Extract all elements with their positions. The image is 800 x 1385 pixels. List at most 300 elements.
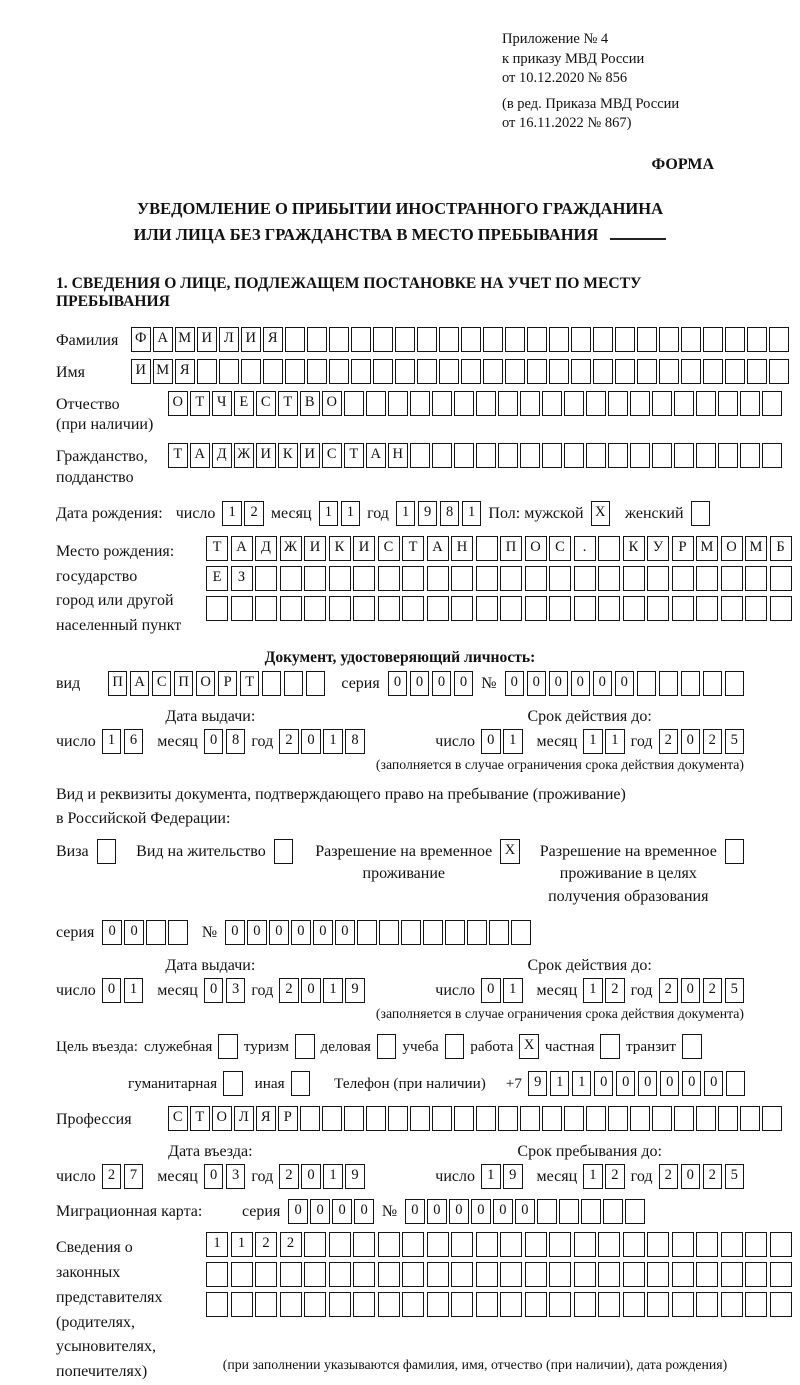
char-cell[interactable] [769,327,789,352]
char-cell[interactable]: 2 [279,1164,299,1189]
char-cell[interactable] [285,327,305,352]
char-cell[interactable] [284,671,304,696]
char-cell[interactable]: 1 [396,501,416,526]
char-cell[interactable]: Я [175,359,195,384]
char-cell[interactable] [525,1262,547,1287]
char-cell[interactable]: Т [190,391,210,416]
char-cell[interactable] [703,671,723,696]
char-cell[interactable] [721,1292,743,1317]
char-cell[interactable]: 1 [323,729,343,754]
char-cell[interactable]: 1 [503,978,523,1003]
char-cell[interactable] [439,359,459,384]
char-cell[interactable] [525,596,547,621]
char-cell[interactable] [206,596,228,621]
char-cell[interactable]: 0 [660,1071,680,1096]
char-cell[interactable] [696,1262,718,1287]
char-cell[interactable] [574,1232,596,1257]
char-cell[interactable] [623,1292,645,1317]
char-cell[interactable] [329,596,351,621]
char-cell[interactable] [378,1262,400,1287]
char-cell[interactable] [378,1232,400,1257]
char-cell[interactable] [586,1106,606,1131]
char-cell[interactable]: 2 [703,729,723,754]
char-cell[interactable]: 9 [345,978,365,1003]
char-cell[interactable] [559,1199,579,1224]
char-cell[interactable] [307,327,327,352]
char-cell[interactable]: 2 [244,501,264,526]
char-cell[interactable]: 1 [583,1164,603,1189]
char-cell[interactable]: С [549,536,571,561]
char-cell[interactable] [527,327,547,352]
char-cell[interactable] [520,443,540,468]
char-cell[interactable]: С [378,536,400,561]
char-cell[interactable]: 1 [102,729,122,754]
char-cell[interactable] [427,1232,449,1257]
sex-male-checkbox[interactable] [591,501,611,526]
char-cell[interactable]: 0 [549,671,569,696]
char-cell[interactable]: С [322,443,342,468]
char-cell[interactable] [681,671,701,696]
char-cell[interactable] [168,920,188,945]
char-cell[interactable] [476,391,496,416]
char-cell[interactable] [770,1232,792,1257]
char-cell[interactable] [721,1232,743,1257]
char-cell[interactable]: 2 [703,978,723,1003]
char-cell[interactable] [564,391,584,416]
char-cell[interactable]: 6 [124,729,144,754]
char-cell[interactable]: 9 [503,1164,523,1189]
char-cell[interactable] [725,839,745,864]
char-cell[interactable] [263,359,283,384]
char-cell[interactable]: С [152,671,172,696]
char-cell[interactable] [255,566,277,591]
char-cell[interactable]: С [256,391,276,416]
char-cell[interactable]: 5 [725,978,745,1003]
char-cell[interactable]: 1 [503,729,523,754]
char-cell[interactable] [329,1232,351,1257]
char-cell[interactable] [97,839,117,864]
char-cell[interactable] [721,1262,743,1287]
char-cell[interactable]: 0 [681,978,701,1003]
char-cell[interactable] [498,391,518,416]
char-cell[interactable] [745,1232,767,1257]
char-cell[interactable] [659,671,679,696]
char-cell[interactable]: А [427,536,449,561]
char-cell[interactable]: Л [219,327,239,352]
char-cell[interactable] [344,391,364,416]
char-cell[interactable] [703,327,723,352]
char-cell[interactable] [476,1262,498,1287]
char-cell[interactable] [353,1262,375,1287]
char-cell[interactable]: 0 [527,671,547,696]
char-cell[interactable] [500,566,522,591]
char-cell[interactable] [357,920,377,945]
char-cell[interactable] [483,327,503,352]
char-cell[interactable] [300,1106,320,1131]
char-cell[interactable]: М [153,359,173,384]
char-cell[interactable]: Б [770,536,792,561]
char-cell[interactable] [483,359,503,384]
char-cell[interactable] [549,1232,571,1257]
char-cell[interactable] [696,566,718,591]
char-cell[interactable] [329,327,349,352]
char-cell[interactable] [304,1232,326,1257]
char-cell[interactable]: 0 [427,1199,447,1224]
char-cell[interactable] [598,536,620,561]
char-cell[interactable] [500,1232,522,1257]
char-cell[interactable] [623,1232,645,1257]
char-cell[interactable] [608,391,628,416]
char-cell[interactable] [231,1262,253,1287]
char-cell[interactable] [615,327,635,352]
char-cell[interactable] [598,566,620,591]
char-cell[interactable] [630,443,650,468]
char-cell[interactable] [762,443,782,468]
char-cell[interactable] [520,391,540,416]
char-cell[interactable]: Д [212,443,232,468]
char-cell[interactable] [366,1106,386,1131]
char-cell[interactable]: В [300,391,320,416]
char-cell[interactable]: М [696,536,718,561]
char-cell[interactable]: А [130,671,150,696]
char-cell[interactable] [351,359,371,384]
char-cell[interactable]: К [329,536,351,561]
char-cell[interactable] [647,1292,669,1317]
char-cell[interactable] [598,1262,620,1287]
char-cell[interactable]: 9 [528,1071,548,1096]
char-cell[interactable] [581,1199,601,1224]
char-cell[interactable] [451,1232,473,1257]
char-cell[interactable] [378,596,400,621]
char-cell[interactable] [322,1106,342,1131]
char-cell[interactable] [674,443,694,468]
char-cell[interactable]: 0 [388,671,408,696]
char-cell[interactable]: 1 [550,1071,570,1096]
char-cell[interactable]: 0 [225,920,245,945]
char-cell[interactable]: А [190,443,210,468]
char-cell[interactable] [630,391,650,416]
char-cell[interactable]: 0 [571,671,591,696]
char-cell[interactable] [615,359,635,384]
char-cell[interactable]: 2 [102,1164,122,1189]
char-cell[interactable]: И [300,443,320,468]
char-cell[interactable] [586,391,606,416]
char-cell[interactable] [401,920,421,945]
char-cell[interactable]: 0 [704,1071,724,1096]
char-cell[interactable] [745,1262,767,1287]
char-cell[interactable] [672,1292,694,1317]
char-cell[interactable] [659,327,679,352]
char-cell[interactable] [329,1292,351,1317]
purpose-other-checkbox[interactable] [291,1071,311,1096]
char-cell[interactable] [725,327,745,352]
char-cell[interactable]: 1 [323,1164,343,1189]
char-cell[interactable]: 1 [319,501,339,526]
char-cell[interactable]: 7 [124,1164,144,1189]
char-cell[interactable] [197,359,217,384]
purpose-humanitarian-checkbox[interactable] [223,1071,243,1096]
char-cell[interactable] [598,596,620,621]
char-cell[interactable] [598,1232,620,1257]
char-cell[interactable] [718,1106,738,1131]
char-cell[interactable]: О [168,391,188,416]
char-cell[interactable] [623,596,645,621]
char-cell[interactable] [454,443,474,468]
char-cell[interactable] [280,566,302,591]
char-cell[interactable] [410,1106,430,1131]
char-cell[interactable] [231,596,253,621]
char-cell[interactable]: 0 [432,671,452,696]
char-cell[interactable] [745,1292,767,1317]
char-cell[interactable]: 1 [481,1164,501,1189]
char-cell[interactable]: 0 [638,1071,658,1096]
char-cell[interactable] [525,1232,547,1257]
char-cell[interactable] [571,359,591,384]
char-cell[interactable] [395,359,415,384]
char-cell[interactable] [451,1262,473,1287]
char-cell[interactable] [603,1199,623,1224]
char-cell[interactable]: 2 [255,1232,277,1257]
char-cell[interactable] [696,1106,716,1131]
char-cell[interactable] [304,566,326,591]
char-cell[interactable] [593,359,613,384]
char-cell[interactable]: И [304,536,326,561]
char-cell[interactable]: У [647,536,669,561]
char-cell[interactable] [427,566,449,591]
char-cell[interactable]: А [153,327,173,352]
char-cell[interactable] [672,596,694,621]
char-cell[interactable] [647,1262,669,1287]
char-cell[interactable] [745,596,767,621]
char-cell[interactable] [542,443,562,468]
char-cell[interactable] [682,1034,702,1059]
char-cell[interactable] [637,327,657,352]
char-cell[interactable]: И [256,443,276,468]
char-cell[interactable] [549,596,571,621]
char-cell[interactable] [498,1106,518,1131]
char-cell[interactable]: 0 [449,1199,469,1224]
char-cell[interactable] [574,566,596,591]
char-cell[interactable]: 0 [354,1199,374,1224]
char-cell[interactable] [770,1292,792,1317]
char-cell[interactable]: 0 [594,1071,614,1096]
char-cell[interactable] [344,1106,364,1131]
char-cell[interactable] [439,327,459,352]
char-cell[interactable]: 0 [481,978,501,1003]
char-cell[interactable] [304,1262,326,1287]
char-cell[interactable] [696,596,718,621]
char-cell[interactable] [674,391,694,416]
char-cell[interactable]: 1 [583,978,603,1003]
char-cell[interactable] [549,1292,571,1317]
char-cell[interactable]: 9 [418,501,438,526]
char-cell[interactable]: 1 [124,978,144,1003]
char-cell[interactable] [395,327,415,352]
char-cell[interactable]: И [197,327,217,352]
char-cell[interactable]: 0 [204,978,224,1003]
char-cell[interactable] [637,671,657,696]
char-cell[interactable] [549,1262,571,1287]
char-cell[interactable] [461,359,481,384]
char-cell[interactable] [454,1106,474,1131]
char-cell[interactable]: Т [240,671,260,696]
char-cell[interactable]: П [174,671,194,696]
char-cell[interactable] [500,1292,522,1317]
char-cell[interactable]: Е [206,566,228,591]
char-cell[interactable]: 0 [247,920,267,945]
char-cell[interactable]: 2 [605,978,625,1003]
purpose-private-checkbox[interactable] [600,1034,620,1059]
char-cell[interactable]: П [500,536,522,561]
char-cell[interactable]: 0 [681,1164,701,1189]
char-cell[interactable] [329,1262,351,1287]
char-cell[interactable] [647,566,669,591]
char-cell[interactable] [417,359,437,384]
char-cell[interactable] [652,443,672,468]
char-cell[interactable] [402,566,424,591]
char-cell[interactable] [500,596,522,621]
char-cell[interactable] [402,1232,424,1257]
char-cell[interactable] [353,1232,375,1257]
char-cell[interactable]: А [366,443,386,468]
char-cell[interactable]: Я [256,1106,276,1131]
char-cell[interactable] [725,359,745,384]
char-cell[interactable]: X [500,839,520,864]
char-cell[interactable] [574,1292,596,1317]
char-cell[interactable] [647,596,669,621]
char-cell[interactable]: К [278,443,298,468]
char-cell[interactable]: 5 [725,1164,745,1189]
char-cell[interactable]: 0 [405,1199,425,1224]
char-cell[interactable]: Р [278,1106,298,1131]
char-cell[interactable] [304,1292,326,1317]
char-cell[interactable] [498,443,518,468]
char-cell[interactable] [467,920,487,945]
char-cell[interactable]: . [574,536,596,561]
char-cell[interactable] [255,1262,277,1287]
char-cell[interactable] [427,596,449,621]
char-cell[interactable]: 0 [481,729,501,754]
char-cell[interactable] [402,1292,424,1317]
char-cell[interactable] [647,1232,669,1257]
char-cell[interactable] [476,1106,496,1131]
char-cell[interactable] [770,566,792,591]
char-cell[interactable] [353,566,375,591]
char-cell[interactable] [745,566,767,591]
char-cell[interactable]: 9 [345,1164,365,1189]
char-cell[interactable]: Ж [234,443,254,468]
char-cell[interactable]: Т [168,443,188,468]
char-cell[interactable] [770,1262,792,1287]
char-cell[interactable] [527,359,547,384]
char-cell[interactable]: 0 [493,1199,513,1224]
char-cell[interactable] [625,1199,645,1224]
char-cell[interactable] [274,839,294,864]
char-cell[interactable] [549,359,569,384]
purpose-work-checkbox[interactable] [519,1034,539,1059]
char-cell[interactable]: 0 [505,671,525,696]
char-cell[interactable] [304,596,326,621]
char-cell[interactable] [696,1232,718,1257]
char-cell[interactable] [427,1292,449,1317]
char-cell[interactable] [402,596,424,621]
char-cell[interactable] [476,536,498,561]
char-cell[interactable] [223,1071,243,1096]
char-cell[interactable] [674,1106,694,1131]
char-cell[interactable] [366,391,386,416]
char-cell[interactable] [206,1292,228,1317]
char-cell[interactable]: О [525,536,547,561]
char-cell[interactable]: 0 [269,920,289,945]
char-cell[interactable]: 2 [279,978,299,1003]
char-cell[interactable]: 1 [572,1071,592,1096]
char-cell[interactable] [659,359,679,384]
char-cell[interactable]: О [721,536,743,561]
char-cell[interactable] [280,1262,302,1287]
char-cell[interactable] [353,1292,375,1317]
purpose-business-checkbox[interactable] [377,1034,397,1059]
char-cell[interactable] [630,1106,650,1131]
char-cell[interactable] [608,443,628,468]
char-cell[interactable] [652,1106,672,1131]
visa-checkbox[interactable] [97,839,117,864]
sex-female-checkbox[interactable] [691,501,711,526]
char-cell[interactable]: К [623,536,645,561]
char-cell[interactable] [476,443,496,468]
char-cell[interactable]: 1 [341,501,361,526]
char-cell[interactable] [542,391,562,416]
char-cell[interactable] [725,671,745,696]
char-cell[interactable] [740,1106,760,1131]
char-cell[interactable] [520,1106,540,1131]
char-cell[interactable] [525,566,547,591]
char-cell[interactable]: 0 [288,1199,308,1224]
char-cell[interactable] [598,1292,620,1317]
char-cell[interactable] [373,359,393,384]
char-cell[interactable]: 0 [301,729,321,754]
char-cell[interactable] [353,596,375,621]
char-cell[interactable] [378,1292,400,1317]
char-cell[interactable]: 0 [682,1071,702,1096]
char-cell[interactable] [454,391,474,416]
char-cell[interactable] [377,1034,397,1059]
char-cell[interactable]: X [591,501,611,526]
char-cell[interactable] [427,1262,449,1287]
purpose-transit-checkbox[interactable] [682,1034,702,1059]
char-cell[interactable] [451,1292,473,1317]
char-cell[interactable] [410,443,430,468]
char-cell[interactable]: Р [218,671,238,696]
char-cell[interactable] [740,443,760,468]
char-cell[interactable] [672,566,694,591]
char-cell[interactable] [280,1292,302,1317]
char-cell[interactable] [762,1106,782,1131]
char-cell[interactable]: 1 [222,501,242,526]
char-cell[interactable]: 0 [616,1071,636,1096]
char-cell[interactable] [769,359,789,384]
char-cell[interactable]: 0 [204,1164,224,1189]
char-cell[interactable]: Ф [131,327,151,352]
char-cell[interactable] [505,359,525,384]
char-cell[interactable]: Т [402,536,424,561]
char-cell[interactable]: 1 [206,1232,228,1257]
char-cell[interactable] [696,443,716,468]
char-cell[interactable]: 0 [301,1164,321,1189]
char-cell[interactable]: И [241,327,261,352]
purpose-tourism-checkbox[interactable] [295,1034,315,1059]
char-cell[interactable] [255,596,277,621]
char-cell[interactable] [461,327,481,352]
